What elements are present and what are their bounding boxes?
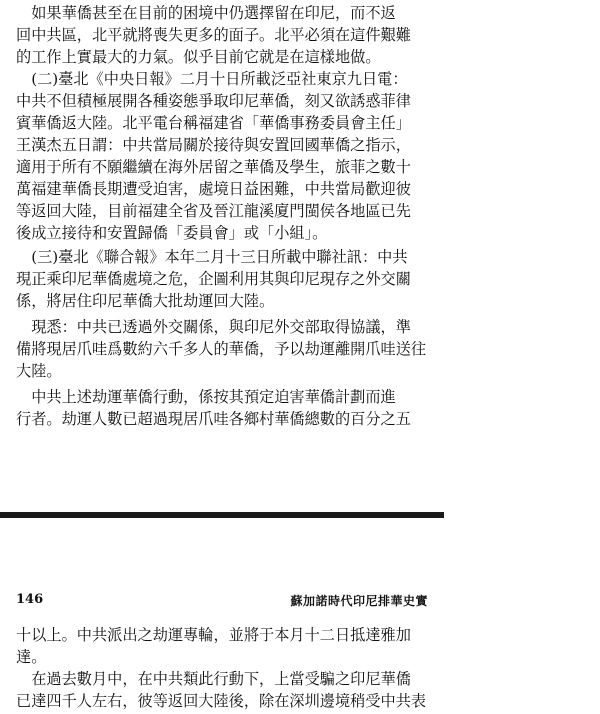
paragraph-continuation — [16, 624, 428, 668]
text-line: 中共不但積極展開各種姿態爭取印尼華僑，刻又欲誘惑菲律 — [16, 92, 411, 110]
text-line: 萬福建華僑長期遭受迫害，處境日益困難，中共當局歡迎彼 — [16, 180, 411, 198]
text-line: 等返回大陸，目前福建全省及晉江龍溪廈門閩侯各地區已先 — [16, 202, 411, 220]
paragraph-transport — [16, 386, 428, 430]
page-divider — [0, 512, 444, 518]
text-line: 達。 — [16, 648, 47, 666]
text-line: 適用于所有不願繼續在海外居留之華僑及學生，旅菲之數十 — [16, 158, 411, 176]
paragraph-past-months — [16, 668, 428, 712]
text-line: 現正乘印尼華僑處境之危，企圖利用其與印尼現存之外交關 — [16, 270, 411, 288]
text-line: (二)臺北《中央日報》二月十日所載泛亞社東京九日電： — [16, 70, 408, 88]
paragraph-intro — [16, 2, 428, 68]
text-line: 已達四千人左右，彼等返回大陸後，除在深圳邊境稍受中共表 — [16, 692, 427, 710]
text-line: 行者。劫運人數已超過現居爪哇各鄉村華僑總數的百分之五 — [16, 410, 411, 428]
lower-book-page — [0, 580, 444, 714]
text-line: 係，將居住印尼華僑大批劫運回大陸。 — [16, 292, 275, 310]
paragraph-item-2 — [16, 68, 428, 244]
text-line: 十以上。中共派出之劫運專輪，並將于本月十二日抵達雅加 — [16, 626, 411, 644]
paragraph-item-3 — [16, 246, 428, 312]
text-line: 中共上述劫運華僑行動，係按其預定迫害華僑計劃而進 — [16, 388, 396, 406]
text-line: (三)臺北《聯合報》本年二月十三日所載中聯社訊：中共 — [16, 248, 408, 266]
paragraph-report — [16, 316, 428, 382]
text-line: 賓華僑返大陸。北平電台稱福建省「華僑事務委員會主任」 — [16, 114, 411, 132]
text-line: 的工作上實最大的力氣。似乎目前它就是在這樣地做。 — [16, 48, 381, 66]
text-line: 回中共區，北平就將喪失更多的面子。北平必須在這件艱難 — [16, 26, 411, 44]
running-head: 蘇加諾時代印尼排華史實 — [290, 594, 428, 608]
text-line: 王漢杰五日謂：中共當局關於接待與安置回國華僑之指示， — [16, 136, 411, 154]
text-line: 如果華僑甚至在目前的困境中仍選擇留在印尼，而不返 — [16, 4, 396, 22]
text-line: 在過去數月中，在中共類此行動下，上當受騙之印尼華僑 — [16, 670, 411, 688]
text-line: 備將現居爪哇爲數約六千多人的華僑，予以劫運離開爪哇送往 — [16, 340, 427, 358]
text-line: 後成立接待和安置歸僑「委員會」或「小組」。 — [16, 224, 328, 242]
text-line: 現悉：中共已透過外交關係，與印尼外交部取得協議，準 — [16, 318, 411, 336]
text-line: 大陸。 — [16, 362, 62, 380]
page-number: 146 — [16, 592, 44, 607]
